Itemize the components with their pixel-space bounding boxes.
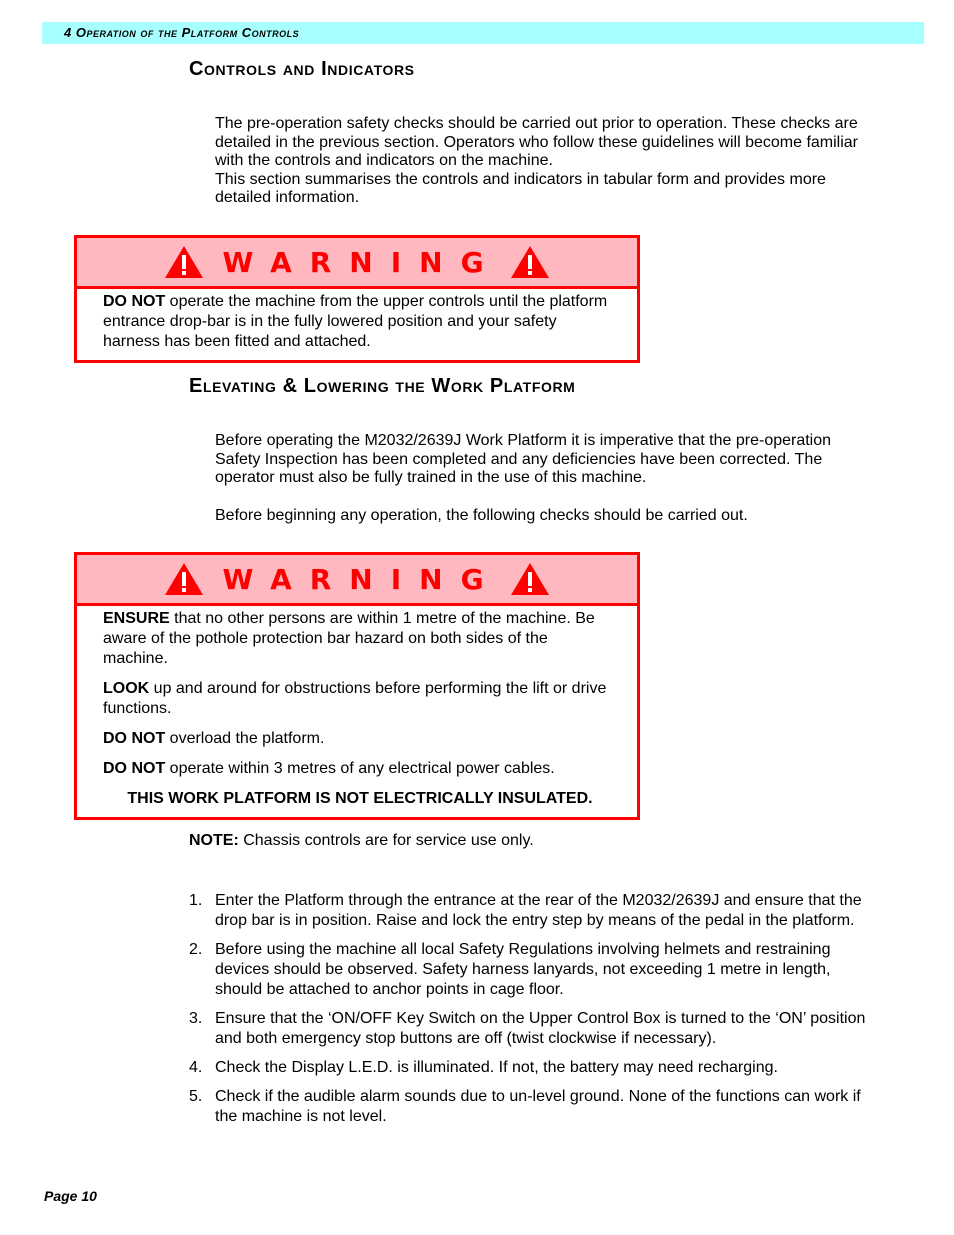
elevating-text-2: Before beginning any operation, the following checks should be carried out.: [215, 506, 748, 524]
warning-item: LOOK up and around for obstructions before performing the lift or drive functions.: [103, 680, 607, 717]
warning-title: WARNING: [222, 562, 502, 596]
warning-lead: DO NOT: [103, 293, 166, 310]
intro-text-1: The pre-operation safety checks should be carried out prior to operation. These checks are detailed in the previous section. Operators who follow these guidelines will become familiar with the controls and indicators on the machine.: [215, 115, 858, 170]
warning-item: DO NOT operate within 3 metres of any electrical power cables.: [103, 760, 555, 777]
warning-box-1: [74, 235, 640, 363]
note-label: NOTE:: [189, 832, 239, 849]
steps-list: [189, 891, 869, 1136]
warning-closing: THIS WORK PLATFORM IS NOT ELECTRICALLY INSULATED.: [127, 790, 593, 807]
warning-title: WARNING: [222, 245, 502, 279]
list-item: 2. Before using the machine all local Safety Regulations involving helmets and restraining devices should be observed. Safety harness lanyards, not exceeding 1 metre in length, should be attached to anchor points in cage floor.: [189, 941, 831, 998]
section-heading-elevating: Elevating & Lowering the Work Platform: [189, 375, 576, 397]
warning-triangle-icon: [510, 562, 550, 596]
warning-item: ENSURE that no other persons are within 1 metre of the machine. Be aware of the pothole protection bar hazard on both sides of the machine.: [103, 610, 595, 667]
page-number: Page 10: [44, 1188, 97, 1204]
list-item: 1. Enter the Platform through the entrance at the rear of the M2032/2639J and ensure that the drop bar is in position. Raise and lock the entry step by means of the pedal in the platform.: [189, 892, 862, 929]
warning-box-2: [74, 552, 640, 820]
warning-header: [77, 238, 637, 289]
intro-paragraph: [215, 115, 875, 208]
warning-triangle-icon: [164, 562, 204, 596]
warning-triangle-icon: [164, 245, 204, 279]
warning-item: DO NOT overload the platform.: [103, 730, 325, 747]
list-item: 3. Ensure that the ‘ON/OFF Key Switch on the Upper Control Box is turned to the ‘ON’ position and both emergency stop buttons are off (twist clockwise if necessary).: [189, 1010, 866, 1047]
section-heading-controls: Controls and Indicators: [189, 58, 415, 80]
warning-triangle-icon: [510, 245, 550, 279]
header-bar: [42, 22, 924, 44]
elevating-paragraph: [215, 432, 875, 525]
note-text: Chassis controls are for service use only.: [238, 832, 534, 849]
elevating-text-1: Before operating the M2032/2639J Work Platform it is imperative that the pre-operation Safety Inspection has been completed and any deficiencies have been corrected. The operator must also be fully trained in the use of this machine.: [215, 432, 832, 487]
warning-text: DO NOT operate the machine from the upper controls until the platform entrance drop-bar is in the fully lowered position and your safety harness has been fitted and attached.: [103, 293, 608, 350]
warning-body: [77, 606, 637, 817]
header-title: 4 Operation of the Platform Controls: [64, 25, 300, 40]
intro-text-2: This section summarises the controls and indicators in tabular form and provides more detailed information.: [215, 170, 826, 207]
warning-header: [77, 555, 637, 606]
list-item: 4. Check the Display L.E.D. is illuminated. If not, the battery may need recharging.: [189, 1059, 778, 1076]
warning-body: [77, 289, 637, 360]
note: [189, 832, 534, 850]
list-item: 5. Check if the audible alarm sounds due to un-level ground. None of the functions can work if the machine is not level.: [189, 1088, 861, 1125]
